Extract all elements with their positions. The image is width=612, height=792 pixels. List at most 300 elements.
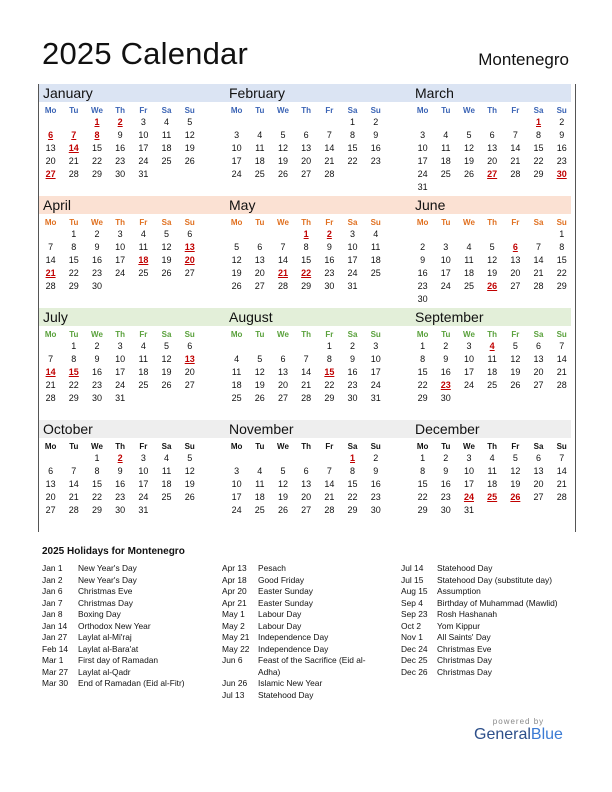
calendar-day: 6 [280,354,286,364]
empty-day [481,228,504,241]
holiday-date-label: Apr 13 [222,563,247,573]
holiday-name: Boxing Day [78,609,121,619]
calendar-day: 9 [94,242,100,252]
calendar-day: 13 [277,367,288,377]
calendar-day: 5 [512,341,518,351]
holiday-entry [222,563,378,575]
calendar-day: 5 [257,354,263,364]
calendar-day: 2 [373,117,379,127]
calendar-day: 25 [254,169,265,179]
calendar-day: 16 [115,479,126,489]
calendar-day: 15 [347,479,358,489]
calendar-day: 8 [559,242,565,252]
month-name: July [39,308,225,326]
weekday-header: Fr [511,330,520,339]
calendar-day: 18 [161,143,172,153]
calendar-day: 23 [324,268,335,278]
calendar-day: 8 [350,130,356,140]
holiday-name: Christmas Eve [437,643,492,654]
calendar-day: 14 [324,143,335,153]
holiday-entry [42,598,185,610]
weekday-header: Sa [161,330,172,339]
holiday-date: 27 [487,169,498,179]
calendar-day: 5 [234,242,240,252]
calendar-day: 4 [234,354,240,364]
month-march [411,84,571,196]
calendar-day: 22 [417,380,428,390]
calendar-day: 20 [510,268,521,278]
calendar-day: 30 [324,281,335,291]
holiday-name: Assumption [437,586,481,596]
calendar-day: 11 [371,242,381,252]
calendar-day: 21 [45,380,56,390]
calendar-day: 7 [48,242,54,252]
calendar-day: 2 [420,242,426,252]
weekday-header: Sa [533,106,544,115]
calendar-day: 15 [91,143,102,153]
holiday-date: 1 [303,229,309,239]
calendar-day: 12 [231,255,242,265]
weekday-header: Tu [441,218,451,227]
calendar-day: 19 [184,479,195,489]
month-name: March [411,84,571,102]
calendar-day: 20 [487,156,498,166]
calendar-day: 12 [277,479,288,489]
calendar-day: 23 [115,492,126,502]
calendar-day: 27 [45,505,56,515]
calendar-day: 18 [463,268,474,278]
holiday-entry [222,655,378,678]
calendar-day: 27 [533,380,544,390]
holiday-date: 15 [324,367,335,377]
calendar-day: 9 [350,354,356,364]
holiday-name: Laylat al-Qadr [78,666,131,677]
calendar-day: 28 [510,169,521,179]
calendar-day: 8 [94,466,100,476]
holiday-name: First day of Ramadan [78,655,159,665]
calendar-day: 19 [184,143,195,153]
calendar-day: 25 [161,492,172,502]
holiday-name: Easter Sunday [258,586,313,596]
calendar-day: 21 [68,492,79,502]
holiday-column-2 [222,563,378,701]
calendar-day: 2 [94,229,100,239]
quarter-row [39,196,575,308]
empty-day [481,116,504,129]
calendar-day: 1 [71,341,77,351]
calendar-day: 10 [231,479,242,489]
calendar-day: 23 [440,492,451,502]
weekday-header: Fr [139,442,148,451]
calendar-day: 17 [138,479,149,489]
calendar-day: 13 [45,479,56,489]
calendar-day: 13 [533,354,544,364]
holidays-title: 2025 Holidays for Montenegro [42,546,185,557]
calendar-day: 16 [324,255,335,265]
holiday-name: Statehood Day (substitute day) [437,574,552,585]
holiday-entry [401,563,558,575]
holiday-date-label: Sep 4 [401,597,423,608]
calendar-day: 26 [161,380,172,390]
holiday-date: 26 [510,492,521,502]
weekday-header: We [277,218,289,227]
empty-day [225,228,248,241]
calendar-day: 15 [417,479,428,489]
calendar-day: 10 [417,143,428,153]
holiday-date-label: Dec 25 [401,655,428,665]
calendar-day: 22 [68,268,79,278]
calendar-day: 28 [533,281,544,291]
weekday-header: Su [370,218,381,227]
calendar-day: 20 [533,367,544,377]
weekday-header: Tu [69,330,79,339]
holiday-entry [401,575,558,587]
holiday-date-label: May 21 [222,632,250,642]
brand-name: GeneralBlue [474,726,563,743]
calendar-day: 25 [231,393,242,403]
weekday-header: Th [487,218,498,227]
holiday-name: Birthday of Muhammad (Mawlid) [437,597,558,608]
holiday-date-label: Jan 6 [42,586,63,596]
calendar-day: 23 [417,281,428,291]
holiday-date: 8 [94,130,100,140]
calendar-day: 1 [326,341,332,351]
day-grid [411,214,571,306]
day-grid [39,102,225,181]
holiday-date: 23 [440,380,451,390]
calendar-day: 21 [324,156,335,166]
holiday-entry [401,644,558,656]
empty-day [248,452,271,465]
calendar-day: 26 [277,169,288,179]
calendar-day: 25 [138,380,149,390]
empty-day [318,452,341,465]
calendar-day: 7 [326,130,332,140]
weekday-header: We [463,106,475,115]
holiday-entry [222,598,378,610]
calendar-day: 2 [373,453,379,463]
empty-day [271,340,294,353]
calendar-day: 26 [510,380,521,390]
calendar-day: 3 [466,341,472,351]
holiday-date: 6 [48,130,54,140]
empty-day [434,228,457,241]
weekday-header: Su [184,330,195,339]
calendar-day: 17 [115,255,126,265]
weekday-header: Tu [255,106,265,115]
holiday-entry [42,609,185,621]
calendar-day: 18 [254,492,265,502]
day-grid [411,326,571,405]
weekday-header: Tu [69,218,79,227]
calendar-day: 29 [556,281,567,291]
calendar-day: 10 [138,130,149,140]
calendar-day: 13 [510,255,521,265]
holiday-name: New Year's Day [78,574,137,585]
holiday-name: Laylat al-Mi'raj [78,632,132,642]
calendar-day: 4 [257,466,263,476]
day-grid [39,326,225,405]
calendar-day: 23 [115,156,126,166]
calendar-day: 1 [94,453,100,463]
weekday-header: Tu [255,442,265,451]
day-grid [225,326,411,405]
holiday-name: Orthodox New Year [78,620,151,631]
month-september [411,308,571,420]
calendar-day: 17 [231,156,242,166]
weekday-header: Th [301,330,312,339]
calendar-day: 27 [510,281,521,291]
calendar-day: 11 [138,242,149,252]
weekday-header: Th [301,218,312,227]
holiday-date-label: Jul 13 [222,689,245,700]
calendar-day: 24 [231,505,242,515]
calendar-day: 6 [187,229,193,239]
calendar-day: 31 [417,182,428,192]
holiday-date: 13 [184,242,195,252]
weekday-header: Fr [139,106,148,115]
page-title: 2025 Calendar [42,36,248,71]
weekday-header: We [91,218,103,227]
weekday-header: Th [487,330,498,339]
weekday-header: Su [184,106,195,115]
calendar-day: 23 [91,268,102,278]
calendar-day: 15 [91,479,102,489]
weekday-header: Tu [255,218,265,227]
calendar-day: 28 [324,169,335,179]
holiday-date-label: Dec 24 [401,643,428,654]
calendar-day: 17 [231,492,242,502]
calendar-day: 2 [443,341,449,351]
holiday-name: Laylat al-Bara'at [78,643,139,654]
empty-day [527,228,550,241]
holiday-date: 15 [68,367,79,377]
calendar-day: 19 [254,380,265,390]
empty-day [62,116,85,129]
holiday-date-label: Mar 27 [42,666,69,677]
calendar-day: 10 [115,354,126,364]
generalblue-logo[interactable] [474,717,563,744]
calendar-day: 24 [370,380,381,390]
calendar-day: 19 [463,156,474,166]
calendar-day: 30 [440,505,451,515]
weekday-header: Sa [347,442,358,451]
weekday-header: Fr [325,442,334,451]
calendar-day: 25 [370,268,381,278]
month-name: September [411,308,571,326]
calendar-day: 24 [138,156,149,166]
calendar-day: 22 [417,492,428,502]
holiday-date: 21 [45,268,56,278]
holiday-entry [222,609,378,621]
day-grid [225,102,411,181]
calendar-day: 17 [115,367,126,377]
month-name: November [225,420,411,438]
holiday-name: Christmas Day [78,597,133,608]
calendar-day: 15 [533,143,544,153]
holiday-name: Labour Day [258,620,302,631]
holiday-entry [401,655,558,667]
weekday-header: Su [556,442,567,451]
calendar-day: 12 [184,130,195,140]
calendar-day: 27 [533,492,544,502]
calendar-day: 22 [533,156,544,166]
holiday-date-label: May 1 [222,609,245,619]
holiday-name: Feast of the Sacrifice (Eid al-Adha) [258,655,366,677]
holiday-date: 14 [68,143,79,153]
empty-day [411,228,434,241]
holiday-date-label: May 22 [222,643,250,654]
calendar-day: 28 [277,281,288,291]
empty-day [295,340,318,353]
calendar-day: 23 [91,380,102,390]
calendar-day: 24 [138,492,149,502]
weekday-header: Su [556,106,567,115]
calendar-day: 23 [370,156,381,166]
calendar-day: 7 [71,466,77,476]
calendar-day: 28 [45,281,56,291]
calendar-day: 23 [370,492,381,502]
holiday-date-label: Jan 8 [42,609,63,619]
calendar-day: 15 [347,143,358,153]
weekday-header: Tu [255,330,265,339]
calendar-day: 29 [301,281,312,291]
calendar-day: 15 [301,255,312,265]
holiday-name: Pesach [258,563,286,573]
calendar-day: 3 [420,130,426,140]
calendar-day: 10 [370,354,381,364]
empty-day [271,452,294,465]
calendar-day: 26 [161,268,172,278]
holiday-name: Statehood Day [258,689,314,700]
weekday-header: Mo [416,442,429,451]
month-june [411,196,571,308]
weekday-header: Mo [230,218,243,227]
month-name: January [39,84,225,102]
calendar-day: 2 [350,341,356,351]
holiday-entry [42,667,185,679]
calendar-day: 30 [347,393,358,403]
month-may [225,196,411,308]
calendar-day: 7 [280,242,286,252]
calendar-day: 17 [463,367,474,377]
weekday-header: Mo [44,330,57,339]
holiday-date: 1 [536,117,542,127]
empty-day [411,116,434,129]
weekday-header: Tu [441,106,451,115]
calendar-day: 31 [138,505,149,515]
holiday-date: 6 [512,242,518,252]
calendar-day: 11 [161,466,172,476]
calendar-day: 30 [91,393,102,403]
calendar-day: 21 [533,268,544,278]
calendar-day: 13 [301,143,312,153]
calendar-day: 23 [556,156,567,166]
holiday-date-label: Apr 21 [222,597,247,608]
holiday-date-label: Feb 14 [42,643,69,654]
calendar-day: 18 [231,380,242,390]
calendar-day: 12 [463,143,474,153]
calendar-day: 29 [68,393,79,403]
calendar-day: 11 [487,466,497,476]
weekday-header: Su [184,442,195,451]
calendar-day: 19 [510,367,521,377]
holiday-entry [222,621,378,633]
weekday-header: Tu [69,106,79,115]
holiday-entry [401,598,558,610]
weekday-header: Sa [161,218,172,227]
weekday-header: Sa [533,330,544,339]
calendar-day: 26 [277,505,288,515]
calendar-day: 24 [347,268,358,278]
calendar-day: 16 [370,143,381,153]
holiday-date: 2 [326,229,332,239]
holiday-date: 30 [556,169,567,179]
weekday-header: We [277,442,289,451]
calendar-day: 20 [301,156,312,166]
holiday-name: Islamic New Year [258,678,323,688]
calendar-day: 26 [231,281,242,291]
calendar-day: 30 [417,294,428,304]
calendar-day: 9 [373,130,379,140]
month-february [225,84,411,196]
calendar-day: 16 [91,367,102,377]
holiday-date-label: May 2 [222,620,245,631]
holiday-name: Christmas Day [437,666,492,677]
calendar-day: 28 [556,380,567,390]
holiday-entry [401,621,558,633]
calendar-day: 17 [370,367,381,377]
calendar-day: 27 [184,268,195,278]
calendar-grid [38,84,576,532]
weekday-header: Tu [441,442,451,451]
holiday-date-label: Jul 15 [401,574,424,585]
calendar-day: 19 [510,479,521,489]
calendar-day: 3 [373,341,379,351]
calendar-day: 14 [45,255,56,265]
empty-day [39,116,62,129]
day-grid [225,214,411,293]
calendar-day: 29 [91,505,102,515]
calendar-day: 9 [117,130,123,140]
holiday-date: 1 [94,117,100,127]
calendar-day: 12 [510,466,521,476]
calendar-day: 1 [559,229,565,239]
calendar-day: 25 [138,268,149,278]
holiday-entry [222,690,378,702]
day-grid [225,438,411,517]
calendar-day: 3 [117,229,123,239]
calendar-day: 3 [466,453,472,463]
calendar-day: 3 [350,229,356,239]
calendar-day: 19 [487,268,498,278]
calendar-day: 25 [463,281,474,291]
day-grid [39,214,225,293]
calendar-day: 14 [324,479,335,489]
calendar-day: 17 [138,143,149,153]
holiday-date-label: Mar 30 [42,678,69,688]
calendar-day: 2 [559,117,565,127]
weekday-header: Fr [325,106,334,115]
calendar-day: 24 [463,380,474,390]
calendar-day: 29 [347,505,358,515]
calendar-day: 21 [301,380,312,390]
calendar-day: 26 [254,393,265,403]
weekday-header: We [91,330,103,339]
calendar-day: 18 [138,367,149,377]
calendar-day: 27 [301,169,312,179]
calendar-day: 22 [556,268,567,278]
